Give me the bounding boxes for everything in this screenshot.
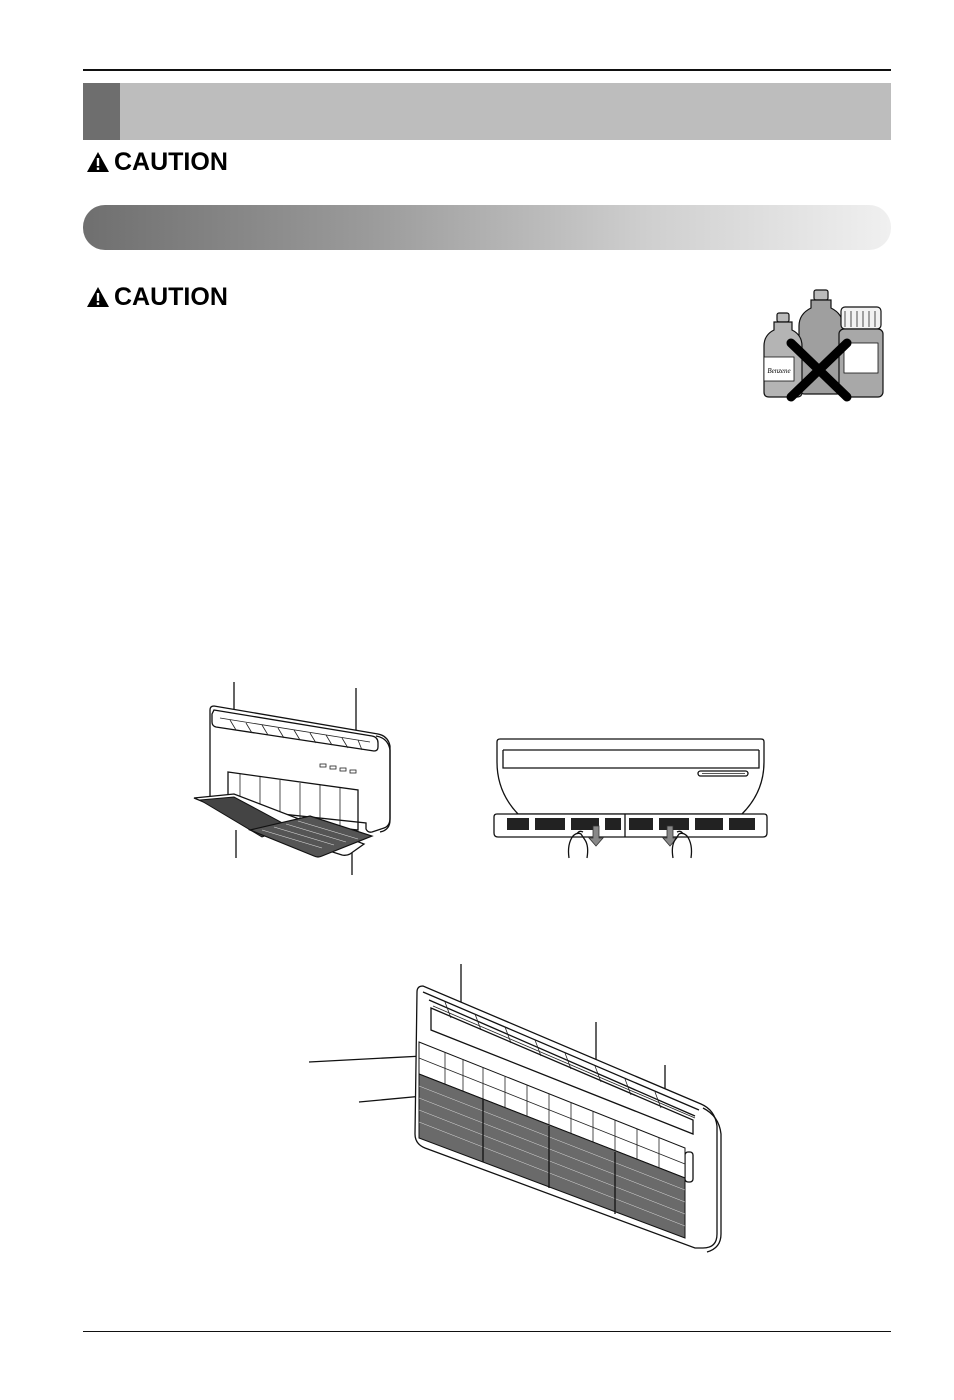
section-heading-tab [83, 83, 120, 140]
caution-label: CAUTION [114, 282, 228, 311]
unit-front-view-illustration [305, 962, 730, 1262]
footer-rule [83, 1331, 891, 1332]
unit-open-panel-illustration [190, 680, 405, 880]
subsection-heading-bar [83, 205, 891, 250]
warning-triangle-icon [86, 286, 110, 308]
filter-pull-down-illustration [493, 738, 768, 863]
solvent-bottles-prohibited-illustration [755, 285, 890, 405]
caution-heading-1 [86, 147, 228, 177]
caution-heading-2 [86, 282, 228, 312]
warning-triangle-icon [86, 151, 110, 173]
section-heading-bar [83, 83, 891, 140]
header-rule [83, 69, 891, 71]
bottle-label: Benzene [767, 367, 791, 375]
caution-label: CAUTION [114, 147, 228, 176]
